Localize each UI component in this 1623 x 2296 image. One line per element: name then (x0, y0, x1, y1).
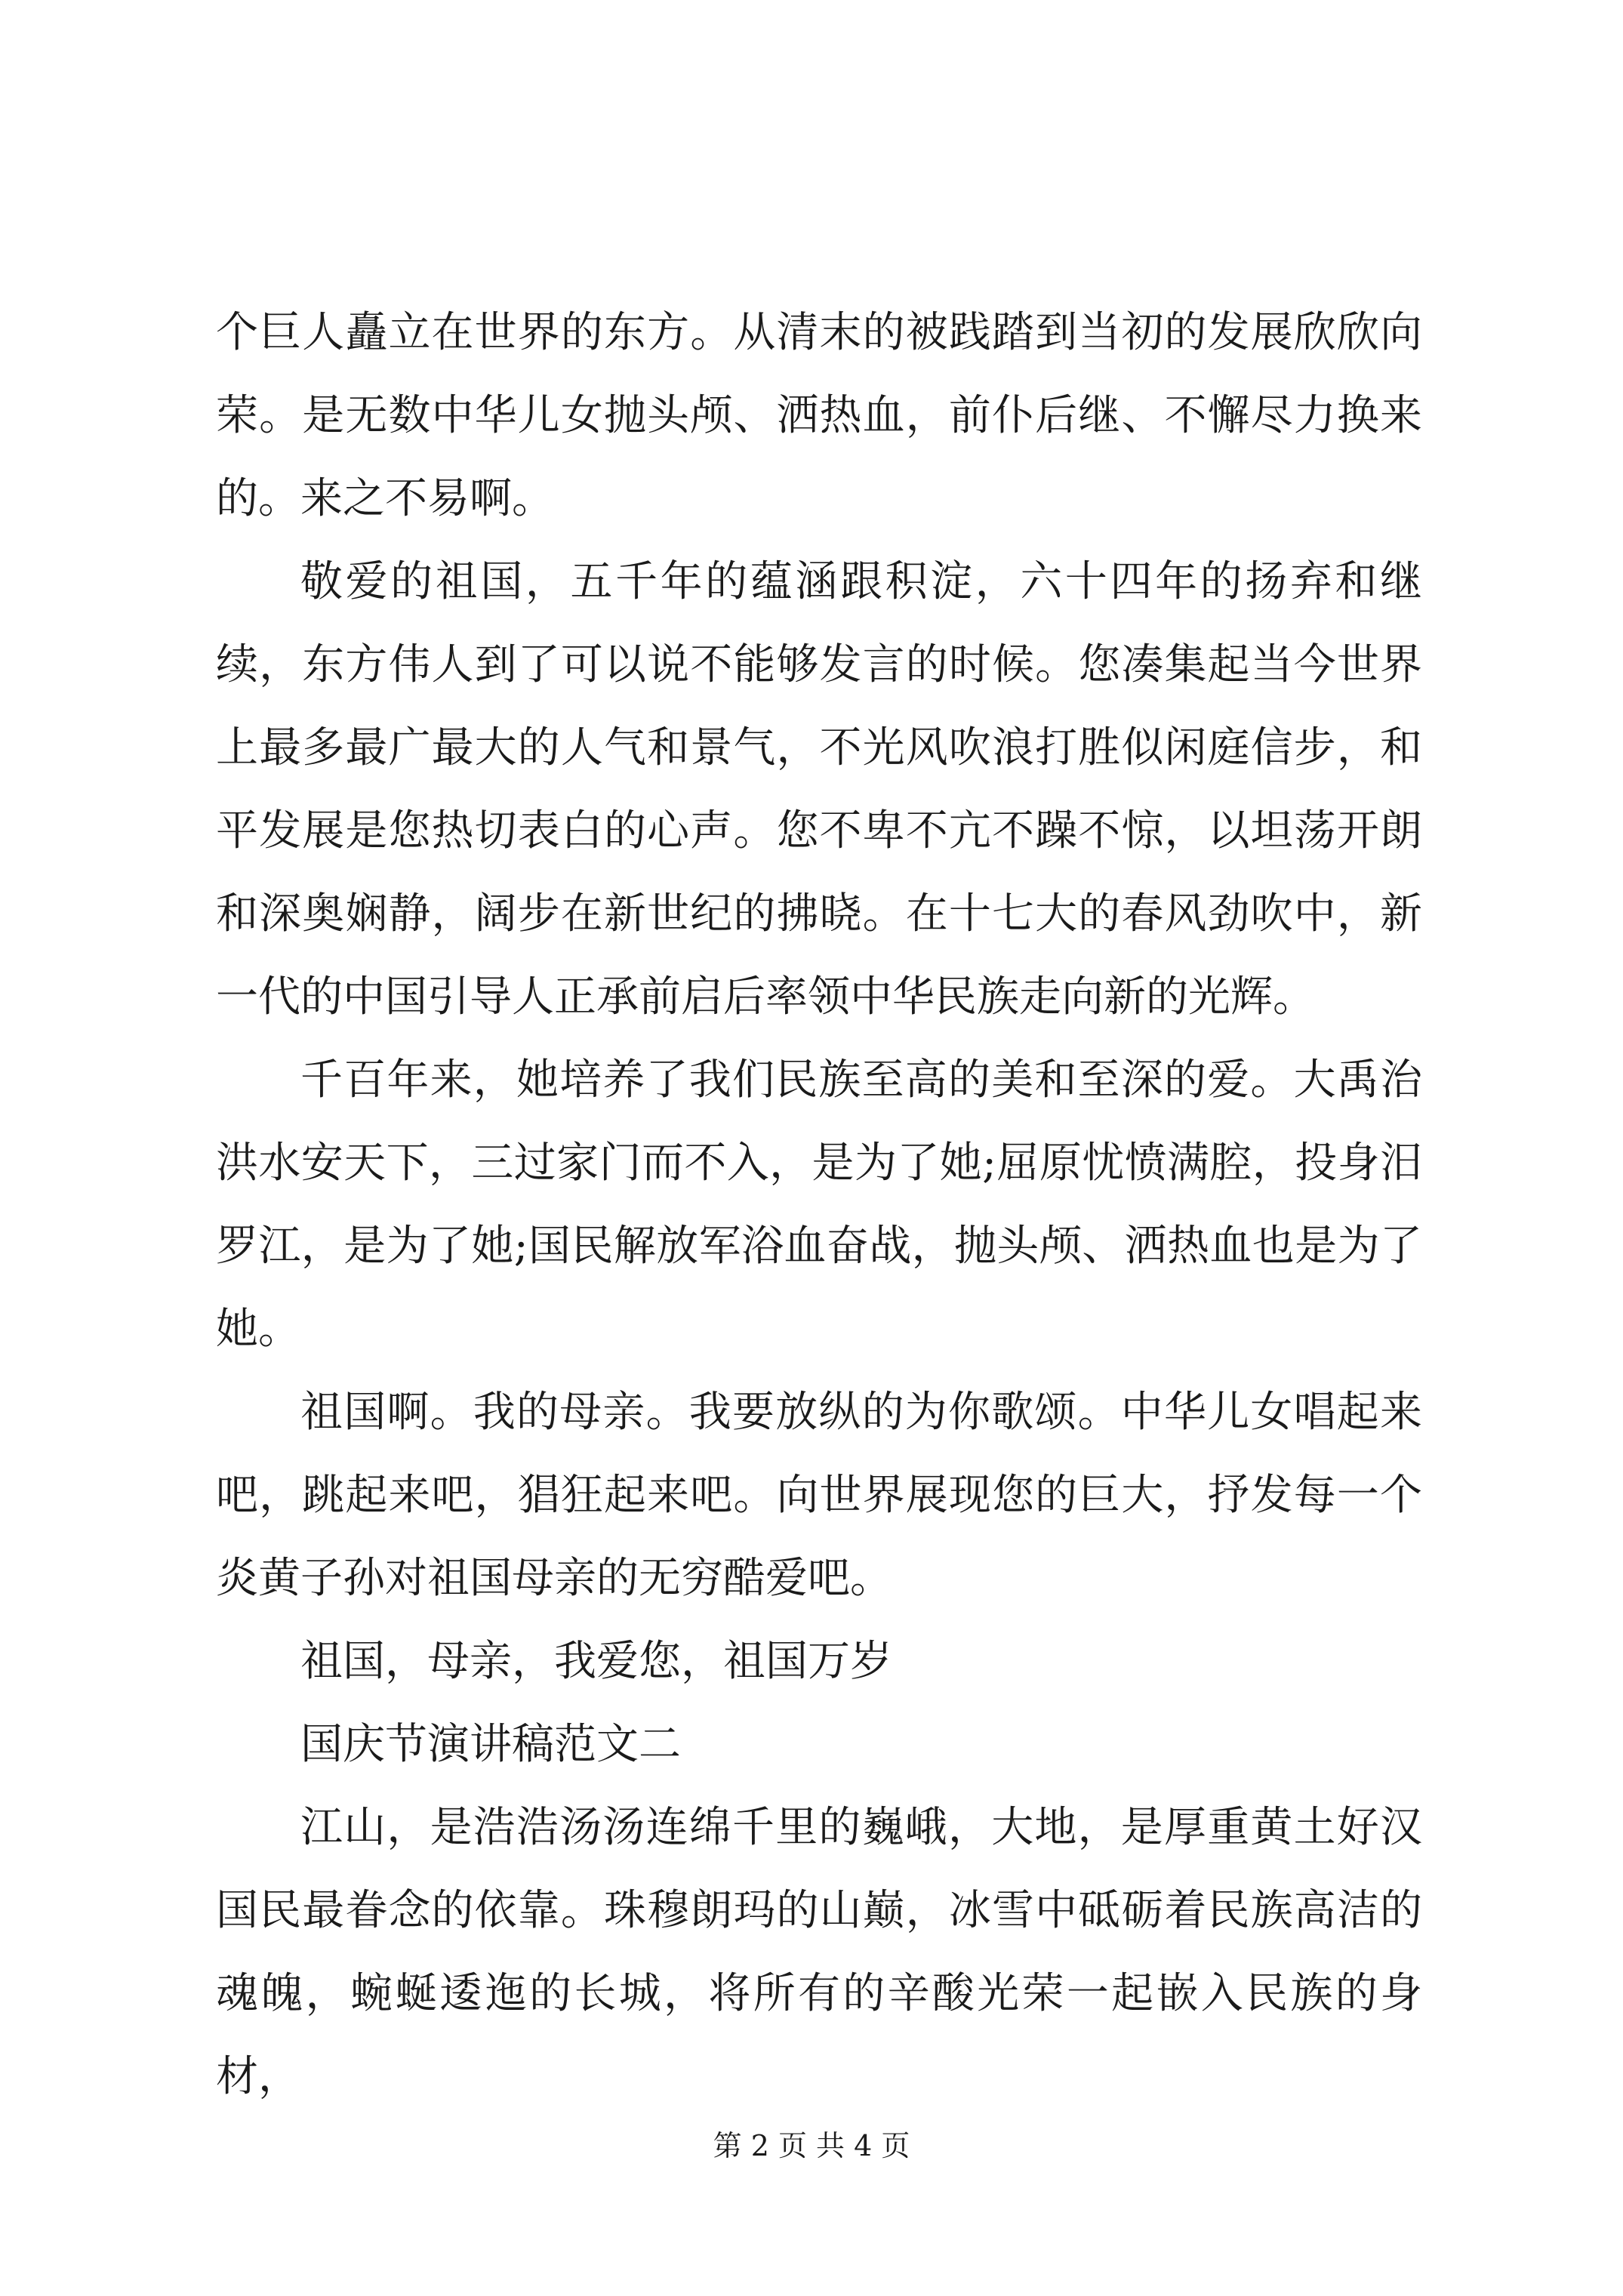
page-number-footer: 第 2 页 共 4 页 (713, 2129, 910, 2162)
paragraph-continuation: 个巨人矗立在世界的东方。从清末的被践踏到当初的发展欣欣向荣。是无数中华儿女抛头颅、洒热血，前仆后继、不懈尽力换来的。来之不易啊。 (216, 308, 1422, 523)
paragraph-long-live: 祖国，母亲，我爱您，祖国万岁 (300, 1637, 892, 1686)
section-heading: 国庆节演讲稿范文二 (300, 1720, 681, 1769)
document-body (216, 291, 1422, 2119)
paragraph-thousand-years: 千百年来，她培养了我们民族至高的美和至深的爱。大禹治洪水安天下，三过家门而不入，是为了她;屈原忧愤满腔，投身汨罗江，是为了她;国民解放军浴血奋战，抛头颅、洒热血也是为了她。 (216, 1056, 1422, 1354)
paragraph-beloved-motherland: 敬爱的祖国，五千年的蕴涵跟积淀，六十四年的扬弃和继续，东方伟人到了可以说不能够发言的时候。您凑集起当今世界上最多最广最大的人气和景气，不光风吹浪打胜似闲庭信步，和平发展是您热切表白的心声。您不卑不亢不躁不惊，以坦荡开朗和深奥娴静，阔步在新世纪的拂晓。在十七大的春风劲吹中，新一代的中国引导人正承前启后率领中华民族走向新的光辉。 (216, 557, 1422, 1022)
paragraph-rivers-mountains: 江山，是浩浩汤汤连绵千里的巍峨，大地，是厚重黄土好汉国民最眷念的依靠。珠穆朗玛的山巅，冰雪中砥砺着民族高洁的魂魄，蜿蜒逶迤的长城，将所有的辛酸光荣一起嵌入民族的身材， (216, 1803, 1422, 2101)
paragraph-motherland-mother: 祖国啊。我的母亲。我要放纵的为你歌颂。中华儿女唱起来吧，跳起来吧，猖狂起来吧。向世界展现您的巨大，抒发每一个炎黄子孙对祖国母亲的无穷酷爱吧。 (216, 1388, 1422, 1603)
